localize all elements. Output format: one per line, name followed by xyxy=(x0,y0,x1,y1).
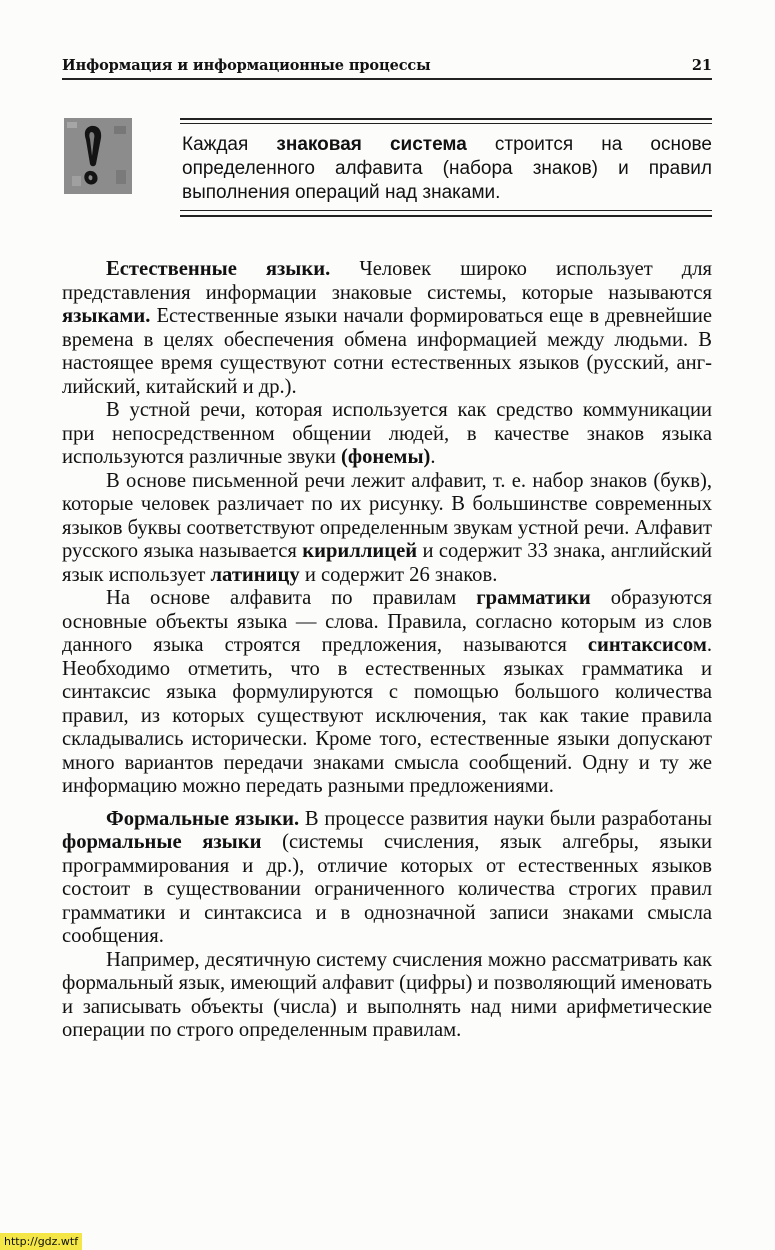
box-top-rule xyxy=(180,118,712,120)
main-text xyxy=(62,258,712,1043)
text-run: и содержит 26 знаков. xyxy=(299,563,498,586)
paragraph xyxy=(62,808,712,949)
header-title: Информация и информационные процессы xyxy=(62,57,431,74)
bold-term: латиницу xyxy=(210,563,300,586)
bold-term: (фонемы) xyxy=(341,446,431,468)
box-top-rule-thin xyxy=(180,123,712,124)
bold-term: Естественные языки. xyxy=(106,258,331,280)
text-run: (системы счисления, язык алгебры, языки программирования и др.), отличие которых от естественных языков состоит в существовании ограниченного количества строгих правил грамматики и синтаксиса и в однозначной записи знаками смысла сообщения. xyxy=(62,831,712,947)
bold-term: Формальные языки. xyxy=(106,807,300,830)
text-run: Естественные языки начали формироваться еще в древнейшие времена в целях обеспечения обмена информацией между людьми. В настоящее время существуют сотни естественных языков (русский, английский, китайский и др.). xyxy=(62,305,712,398)
text-run: . Необходимо отметить, что в естественных языках грамматика и синтаксис языка формулируются с помощью большого количества правил, из которых существуют исключения, так как такие правила складывались исторически. Кроме того, естественные языки допускают много вариантов передачи знаками смысла сообщений. Одну и ту же информацию можно передать разными предложениями. xyxy=(62,634,712,797)
bold-term: грамматики xyxy=(476,587,591,609)
definition-box xyxy=(180,118,712,218)
paragraph xyxy=(62,258,712,399)
paragraph xyxy=(62,949,712,1043)
paragraph xyxy=(62,399,712,470)
exclamation-mark-icon xyxy=(64,118,132,194)
text-run: Человек широко использует для представления информации знаковые системы, которые называются xyxy=(62,258,712,304)
bold-term: кириллицей xyxy=(302,540,418,562)
definition-post: строится на основе определенного алфавита (набора знаков) и правил выполнения операций над знаками. xyxy=(182,134,712,203)
definition-pre: Каждая xyxy=(182,134,277,155)
page-number: 21 xyxy=(691,57,712,74)
text-run: . xyxy=(430,446,436,468)
text-run: В процессе развития науки были разработаны xyxy=(299,807,712,830)
definition-term: знаковая система xyxy=(276,134,467,155)
running-header xyxy=(62,56,712,80)
bold-term: языками. xyxy=(62,305,151,327)
text-run: На основе алфавита по правилам xyxy=(106,587,477,609)
box-bottom-rule-thin xyxy=(180,210,712,211)
definition-text xyxy=(182,133,712,205)
bold-term: синтаксисом xyxy=(587,634,707,656)
source-watermark: http://gdz.wtf xyxy=(0,1233,82,1250)
text-run: В основе письменной речи лежит алфавит, т. е. набор знаков (букв), которые человек различает по их рисунку. В большинстве современных языков буквы соответствуют определенным звукам устной речи. Алфавит русского языка называется xyxy=(62,469,712,562)
text-run: В устной речи, которая используется как средство коммуникации при непосредственном общении людей, в качестве знаков языка используются различные звуки xyxy=(62,399,712,468)
text-run: образуются основные объекты языка — слова. Правила, согласно которым из слов данного языка строятся предложения, называются xyxy=(62,587,712,656)
text-run: Например, десятичную систему счисления можно рассматривать как формальный язык, имеющий алфавит (цифры) и позволяющий именовать и записывать объекты (числа) и выполнять над ними арифметические операции по строго определенным правилам. xyxy=(62,948,712,1041)
text-run: и содержит 33 знака, английский язык использует xyxy=(62,540,712,586)
paragraph xyxy=(62,587,712,799)
box-bottom-rule xyxy=(180,215,712,217)
paragraph xyxy=(62,470,712,588)
bold-term: формальные языки xyxy=(62,831,262,853)
